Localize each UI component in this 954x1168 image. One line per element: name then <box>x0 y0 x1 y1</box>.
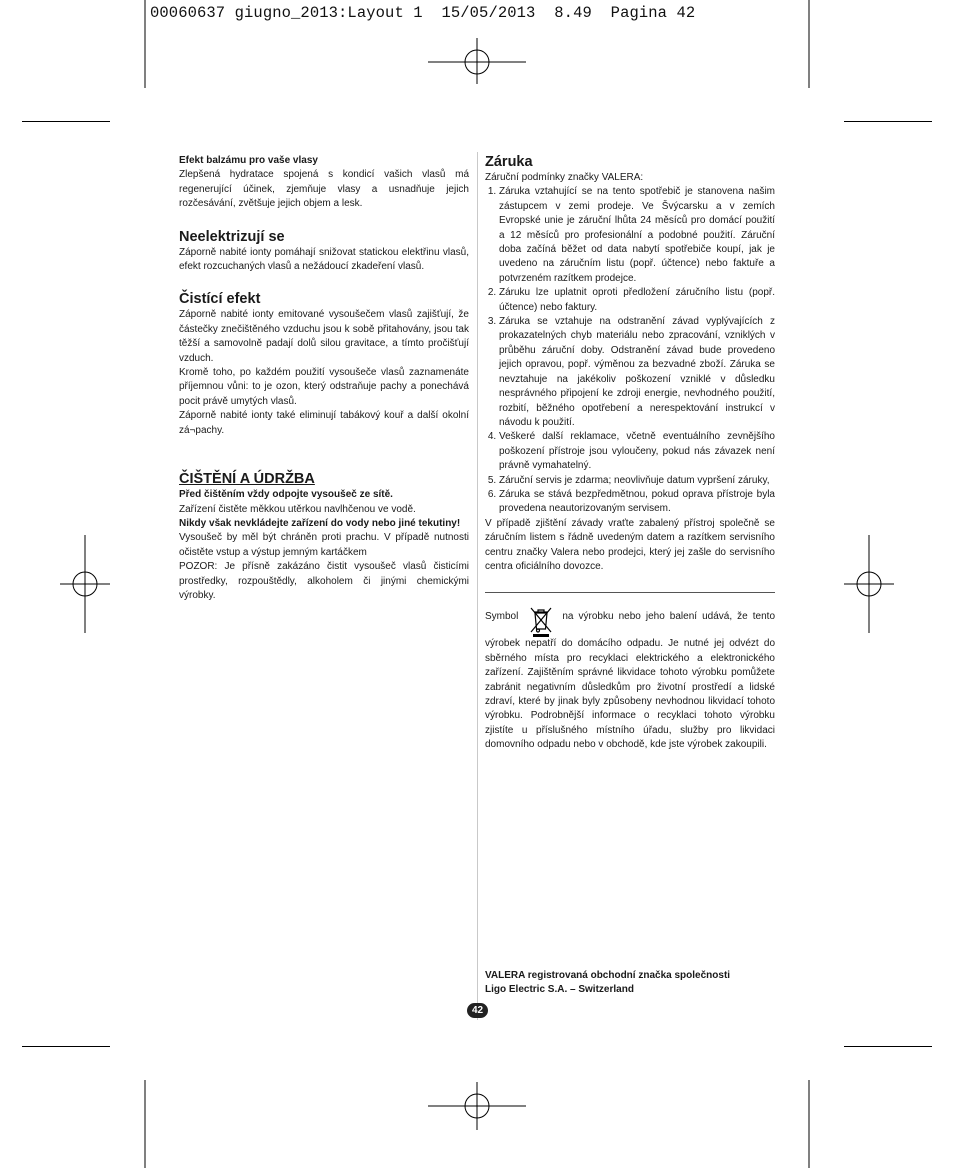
section-text-balm: Zlepšená hydratace spojená s kondicí vašich vlasů má regenerující účinek, zjemňuje vlasy a usnadňuje jejich rozčesávání, zvětšuje jejich objem a lesk. <box>179 169 469 210</box>
trademark-line-2: Ligo Electric S.A. – Switzerland <box>485 984 634 996</box>
column-divider <box>477 152 478 1020</box>
page-number-badge: 42 <box>467 1003 488 1018</box>
registration-mark-bottom <box>428 1082 526 1130</box>
section-text-cleaning-3: Záporně nabité ionty také eliminují tabákový kouř a další okolní zá¬pachy. <box>179 410 469 436</box>
warranty-item: 3. Záruka se vztahuje na odstranění závad vyplývajících z prokazatelných chyb materiálu nebo zpracování, vzniklých v průběhu záruční doby. Odstranění závad bude provedeno jejich opravou, popř. výměnou za bezvadné zboží. Záruka se nevztahuje na jakékoliv poškození vzniklé v důsledku nesprávného připojení ke zdroji energie, nevhodného použití, rozbití, běžného opotřebení a nerespektování instrukcí v návodu k použití. <box>499 315 775 430</box>
weee-symbol-word: Symbol <box>485 611 519 623</box>
maintenance-text-2: Vysoušeč by měl být chráněn proti prachu. V případě nutnosti očistěte vstup a výstup jemným kartáčkem <box>179 532 469 558</box>
warranty-item: 4. Veškeré další reklamace, včetně eventuálního zevnějšího poškození přístroje jsou vyloučeny, pokud nás závazek není právně vymahatelný. <box>499 430 775 473</box>
registration-mark-top <box>428 38 526 84</box>
maintenance-warning-unplug: Před čištěním vždy odpojte vysoušeč ze sítě. <box>179 489 393 501</box>
warranty-intro: Záruční podmínky značky VALERA: <box>485 172 644 183</box>
warranty-item: 5. Záruční servis je zdarma; neovlivňuje datum vypršení záruky, <box>499 474 775 488</box>
trademark-line-1: VALERA registrovaná obchodní značka společnosti <box>485 970 731 981</box>
warranty-list <box>485 185 775 516</box>
crossed-out-wheelie-bin-icon <box>528 605 554 637</box>
right-column <box>485 153 775 753</box>
trademark-footer <box>485 969 730 998</box>
warranty-heading: Záruka <box>485 154 533 170</box>
print-slug: 00060637 giugno_2013:Layout 1 15/05/2013 8.49 Pagina 42 <box>150 4 696 22</box>
section-heading-maintenance: ČIŠTĚNÍ A ÚDRŽBA <box>179 471 315 488</box>
warranty-item: 1. Záruka vztahující se na tento spotřebič je stanovena našim zástupcem v zemi prodeje. Ve Švýcarsku a v zemích Evropské unie je záruční lhůta 24 měsíců pro domácí použití a 12 měsíců pro profesionální a podobné použití. Záruční doba začíná běžet od data nabytí spotřebiče koupí, jak je uvedeno na záručním listu (popř. účtence) nebo faktuře a potvrzeném razítkem prodejce. <box>499 185 775 286</box>
weee-paragraph <box>485 605 775 752</box>
left-column <box>179 154 469 603</box>
section-heading-cleaning-effect: Čistící efekt <box>179 291 261 308</box>
maintenance-text-3: POZOR: Je přísně zakázáno čistit vysoušeč vlasů čisticími prostředky, rozpouštědly, alkoholem či jinými chemickými výrobky. <box>179 561 469 601</box>
section-text-cleaning-2: Kromě toho, po každém použití vysoušeče vlasů zaznamenáte příjemnou vůni: to je ozon, který odstraňuje pachy a ponechává pocit právě umytých vlasů. <box>179 367 469 407</box>
section-text-antistatic: Záporně nabité ionty pomáhají snižovat statickou elektřinu vlasů, efekt rozcuchaných vlasů a nežádoucí zkadeření vlasů. <box>179 246 469 273</box>
registration-mark-right <box>844 535 894 633</box>
section-divider <box>485 592 775 593</box>
section-heading-balm: Efekt balzámu pro vaše vlasy <box>179 155 318 166</box>
maintenance-text-1: Zařízení čistěte měkkou utěrkou navlhčenou ve vodě. <box>179 503 416 515</box>
maintenance-warning-water: Nikdy však nevkládejte zařízení do vody nebo jiné tekutiny! <box>179 517 461 529</box>
weee-text: na výrobku nebo jeho balení udává, že tento výrobek nepatří do domácího odpadu. Je nutné jej odvézt do sběrného místa pro recyklaci elektrického a elektronického zařízení. Zajištěním správné likvidace tohoto výrobku pomůžete zabránit negativním důsledkům pro životní prostředí a lidské zdraví, které by jinak byly způsobeny nevhodnou likvidací tohoto výrobku. Podrobnější informace o recyklaci tohoto výrobku zjistíte u příslušného místního úřadu, služby pro likvidaci domovního odpadu nebo v obchodě, kde jste výrobek zakoupili. <box>485 611 775 751</box>
section-text-cleaning-1: Záporně nabité ionty emitované vysoušečem vlasů zajišťují, že částečky znečištěného vzduchu jsou k sobě přitahovány, jsou tak těžší a samovolně padají dolů silou gravitace, a tímto pročišťují vzduch. <box>179 309 469 364</box>
warranty-item: 6. Záruka se stává bezpředmětnou, pokud oprava přístroje byla provedena neautorizovaným servisem. <box>499 488 775 517</box>
warranty-item: 2. Záruku lze uplatnit oproti předložení záručního listu (popř. účtence) nebo faktury. <box>499 286 775 315</box>
warranty-outro: V případě zjištění závady vraťte zabalený přístroj společně se záručním listem s řádně uvedeným datem a razítkem servisního centru značky Valera nebo prodejci, který jej zašle do servisního centra oficiálního dovozce. <box>485 517 775 572</box>
registration-mark-left <box>60 535 110 633</box>
section-heading-antistatic: Neelektrizují se <box>179 228 285 245</box>
